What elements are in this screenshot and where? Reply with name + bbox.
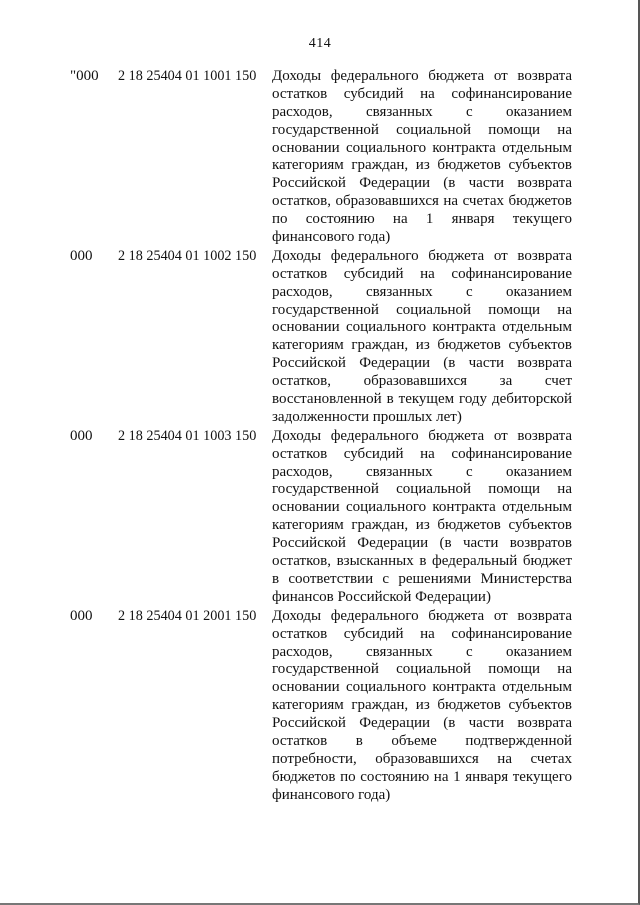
income-description	[272, 68, 572, 247]
description-line: государственной социальной помощи на	[272, 481, 572, 498]
description-line: расходов, связанных с оказанием	[272, 643, 572, 660]
income-description	[272, 248, 572, 427]
description-line: категориям граждан, из бюджетов субъектов	[272, 337, 572, 354]
description-line: потребности, образовавшихся на счетах	[272, 750, 572, 767]
description-line: Российской Федерации (в части возврата	[272, 355, 572, 372]
table-row	[0, 248, 640, 427]
description-line: Российской Федерации (в части возвратов	[272, 535, 572, 552]
table-row	[0, 428, 640, 607]
description-line: категориям граждан, из бюджетов субъектов	[272, 697, 572, 714]
description-line: в соответствии с решениями Министерства	[272, 570, 572, 587]
income-description	[272, 428, 572, 607]
description-line: остатков, образовавшихся за счет	[272, 373, 572, 390]
description-line: Доходы федерального бюджета от возврата	[272, 427, 572, 444]
description-line: бюджетов по состоянию на 1 января текущего	[272, 768, 572, 785]
description-line: остатков в объеме подтвержденной	[272, 732, 572, 749]
description-line: Российской Федерации (в части возврата	[272, 175, 572, 192]
description-line: категориям граждан, из бюджетов субъектов	[272, 157, 572, 174]
description-line: по состоянию на 1 января текущего	[272, 211, 572, 228]
classification-table	[0, 68, 640, 805]
page-number: 414	[308, 36, 332, 51]
description-line: расходов, связанных с оказанием	[272, 283, 572, 300]
admin-code: 000	[70, 607, 93, 624]
description-line: расходов, связанных с оказанием	[272, 463, 572, 480]
admin-code: 000	[70, 427, 93, 444]
description-line: основании социального контракта отдельным	[272, 319, 572, 336]
budget-classification-code: 2 18 25404 01 1003 150	[118, 427, 257, 444]
table-row	[0, 68, 640, 247]
description-line: финансового года)	[272, 229, 391, 246]
budget-classification-code: 2 18 25404 01 2001 150	[118, 607, 257, 624]
admin-code: "000	[70, 68, 99, 84]
income-description	[272, 608, 572, 805]
description-line: Доходы федерального бюджета от возврата	[272, 607, 572, 624]
budget-classification-code: 2 18 25404 01 1002 150	[118, 247, 257, 264]
description-line: остатков субсидий на софинансирование	[272, 265, 572, 282]
description-line: государственной социальной помощи на	[272, 661, 572, 678]
budget-classification-code: 2 18 25404 01 1001 150	[118, 68, 257, 84]
description-line: финансов Российской Федерации)	[272, 588, 491, 605]
description-line: категориям граждан, из бюджетов субъектов	[272, 517, 572, 534]
description-line: остатков субсидий на софинансирование	[272, 625, 572, 642]
description-line: остатков субсидий на софинансирование	[272, 445, 572, 462]
description-line: восстановленной в текущем году дебиторской	[272, 391, 572, 408]
description-line: остатков, образовавшихся на счетах бюджетов	[272, 193, 572, 210]
description-line: Доходы федерального бюджета от возврата	[272, 68, 572, 84]
description-line: расходов, связанных с оказанием	[272, 103, 572, 120]
description-line: Доходы федерального бюджета от возврата	[272, 247, 572, 264]
description-line: основании социального контракта отдельным	[272, 679, 572, 696]
description-line: основании социального контракта отдельным	[272, 139, 572, 156]
description-line: остатков, взысканных в федеральный бюджет	[272, 553, 572, 570]
description-line: государственной социальной помощи на	[272, 121, 572, 138]
description-line: остатков субсидий на софинансирование	[272, 85, 572, 102]
admin-code: 000	[70, 247, 93, 264]
description-line: Российской Федерации (в части возврата	[272, 715, 572, 732]
description-line: государственной социальной помощи на	[272, 301, 572, 318]
table-row	[0, 608, 640, 805]
description-line: задолженности прошлых лет)	[272, 408, 462, 425]
description-line: финансового года)	[272, 786, 391, 803]
description-line: основании социального контракта отдельным	[272, 499, 572, 516]
